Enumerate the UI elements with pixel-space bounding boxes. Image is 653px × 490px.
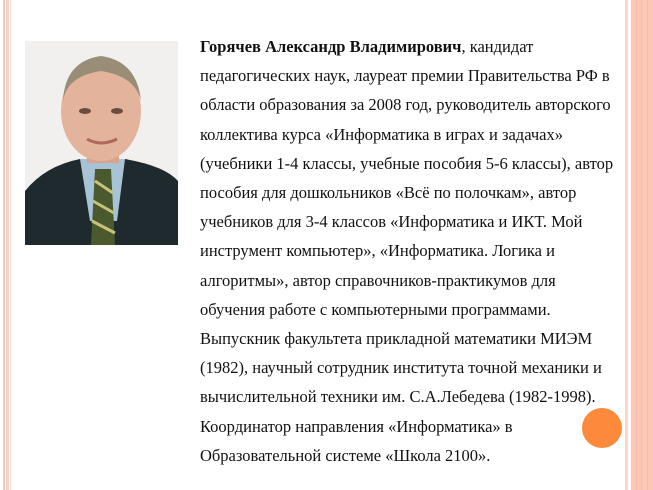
right-border-band [631, 0, 653, 490]
bio-line: инструмент компьютер», «Информатика. Логика и [200, 241, 555, 261]
bio-line: Образовательной системе «Школа 2100». [200, 445, 491, 465]
left-border-stripe [3, 0, 5, 490]
bio-line: педагогических наук, лауреат премии Правительства РФ в [200, 66, 610, 86]
portrait-photo [25, 41, 178, 245]
right-border-line [647, 0, 648, 490]
bio-line: пособия для дошкольников «Всё по полочкам», автор [200, 183, 577, 203]
bio-line: области образования за 2008 год, руководитель авторского [200, 95, 611, 115]
bio-line: Выпускник факультета прикладной математики МИЭМ [200, 329, 593, 349]
bio-line: обучения работе с компьютерными программами. [200, 299, 551, 319]
bio-line: коллектива курса «Информатика в играх и задачах» [200, 124, 563, 144]
left-border-stripe [6, 0, 9, 490]
right-border-stripe [625, 0, 628, 490]
bio-line: Горячев Александр Владимирович, кандидат [200, 37, 534, 56]
bio-line: (1982), научный сотрудник института точной механики и [200, 358, 602, 378]
left-border-stripe [10, 0, 11, 490]
person-name: Горячев Александр Владимирович [200, 37, 462, 56]
bio-line: Координатор направления «Информатика» в [200, 416, 513, 436]
biography-text [200, 32, 620, 470]
bio-line: алгоритмы», автор справочников-практикумов для [200, 270, 556, 290]
bio-line: (учебники 1-4 классы, учебные пособия 5-6 классы), автор [200, 153, 614, 173]
bio-line: вычислительной техники им. С.А.Лебедева (1982-1998). [200, 387, 596, 407]
bio-line: учебников для 3-4 классов «Информатика и ИКТ. Мой [200, 212, 583, 232]
right-border-line [636, 0, 637, 490]
right-border-line [641, 0, 642, 490]
decorative-orange-circle [582, 408, 622, 448]
